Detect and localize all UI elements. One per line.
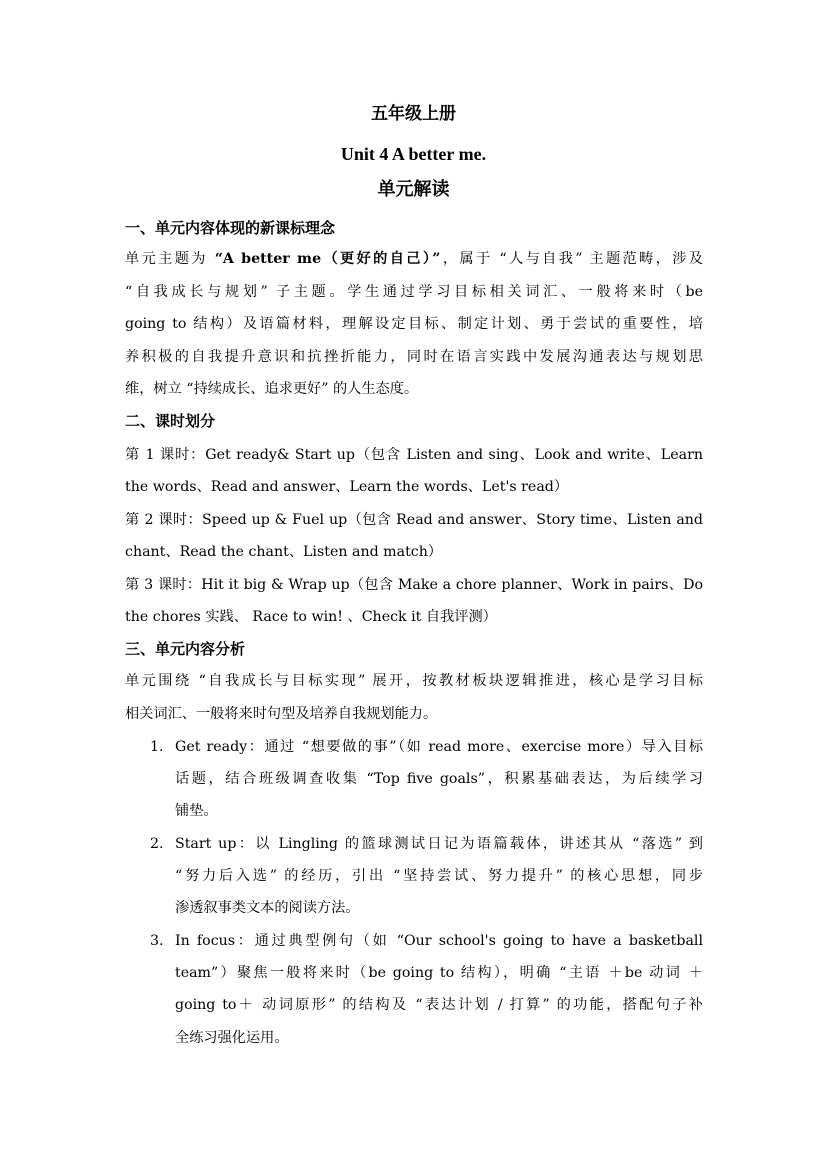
section2-line-1: 第 1 课时：Get ready& Start up（包含 Listen and sing、Look and write、Learn [125, 447, 703, 463]
section2-line-5: 第 3 课时：Hit it big & Wrap up（包含 Make a chore planner、Work in pairs、Do [125, 577, 703, 593]
section1-line-1-prefix: 单元主题为 [125, 251, 215, 267]
section2-line-2: the words、Read and answer、Learn the words、Let's read） [125, 479, 569, 495]
section2-heading: 二、课时划分 [125, 412, 216, 430]
section3-intro-line-2: 相关词汇、一般将来时句型及培养自我规划能力。 [125, 706, 438, 722]
list-item-3-number: 3. [150, 933, 164, 949]
unit-title: Unit 4 A better me. [340, 144, 487, 164]
section3-intro-line-1: 单元围绕 “自我成长与目标实现” 展开，按教材板块逻辑推进，核心是学习目标 [125, 673, 703, 689]
list-item-1-line-2: 话题，结合班级调查收集 “Top five goals”，积累基础表达，为后续学习 [175, 771, 703, 787]
section1-heading: 一、单元内容体现的新课标理念 [125, 219, 336, 237]
list-item-2-line-2: “努力后入选” 的经历，引出 “坚持尝试、努力提升” 的核心思想，同步 [175, 868, 703, 884]
section1-line-1-suffix: ，属于 “人与自我” 主题范畴，涉及 [440, 251, 703, 267]
section2-line-4: chant、Read the chant、Listen and match） [125, 544, 443, 560]
section1-line-1-bold: “A better me（更好的自己）” [214, 251, 441, 267]
subtitle: 单元解读 [377, 179, 450, 200]
list-item-3-line-1: In focus：通过典型例句（如 “Our school's going to have a basketball [175, 933, 703, 949]
list-item-3-line-3: going to＋ 动词原形” 的结构及 “表达计划 / 打算” 的功能，搭配句子补 [175, 997, 703, 1013]
section1-line-4: 养积极的自我提升意识和抗挫折能力，同时在语言实践中发展沟通表达与规划思 [125, 349, 703, 365]
list-item-3-line-4: 全练习强化运用。 [175, 1030, 289, 1046]
section1-line-5: 维，树立 “持续成长、追求更好” 的人生态度。 [125, 381, 419, 397]
list-item-2-number: 2. [150, 836, 164, 852]
section1-line-1 [125, 248, 703, 270]
section1-line-2: “自我成长与规划” 子主题。学生通过学习目标相关词汇、一般将来时（be [125, 284, 703, 300]
section1-line-3: going to 结构）及语篇材料，理解设定目标、制定计划、勇于尝试的重要性，培 [125, 316, 703, 332]
list-item-1-line-3: 铺垫。 [175, 803, 218, 819]
list-item-3-line-2: team”）聚焦一般将来时（be going to 结构），明确 “主语 ＋be 动词 ＋ [175, 965, 703, 981]
section2-line-6: the chores 实践、 Race to win! 、Check it 自我评测） [125, 609, 497, 625]
list-item-1-line-1: Get ready：通过 “想要做的事”（如 read more、exercise more）导入目标 [175, 739, 703, 755]
list-item-2-line-1: Start up：以 Lingling 的篮球测试日记为语篇载体，讲述其从 “落选” 到 [175, 836, 703, 852]
section2-line-3: 第 2 课时：Speed up & Fuel up（包含 Read and answer、Story time、Listen and [125, 512, 703, 528]
grade-title: 五年级上册 [371, 104, 456, 124]
list-item-1-number: 1. [150, 739, 164, 755]
section3-heading: 三、单元内容分析 [125, 640, 246, 658]
list-item-2-line-3: 渗透叙事类文本的阅读方法。 [175, 900, 360, 916]
